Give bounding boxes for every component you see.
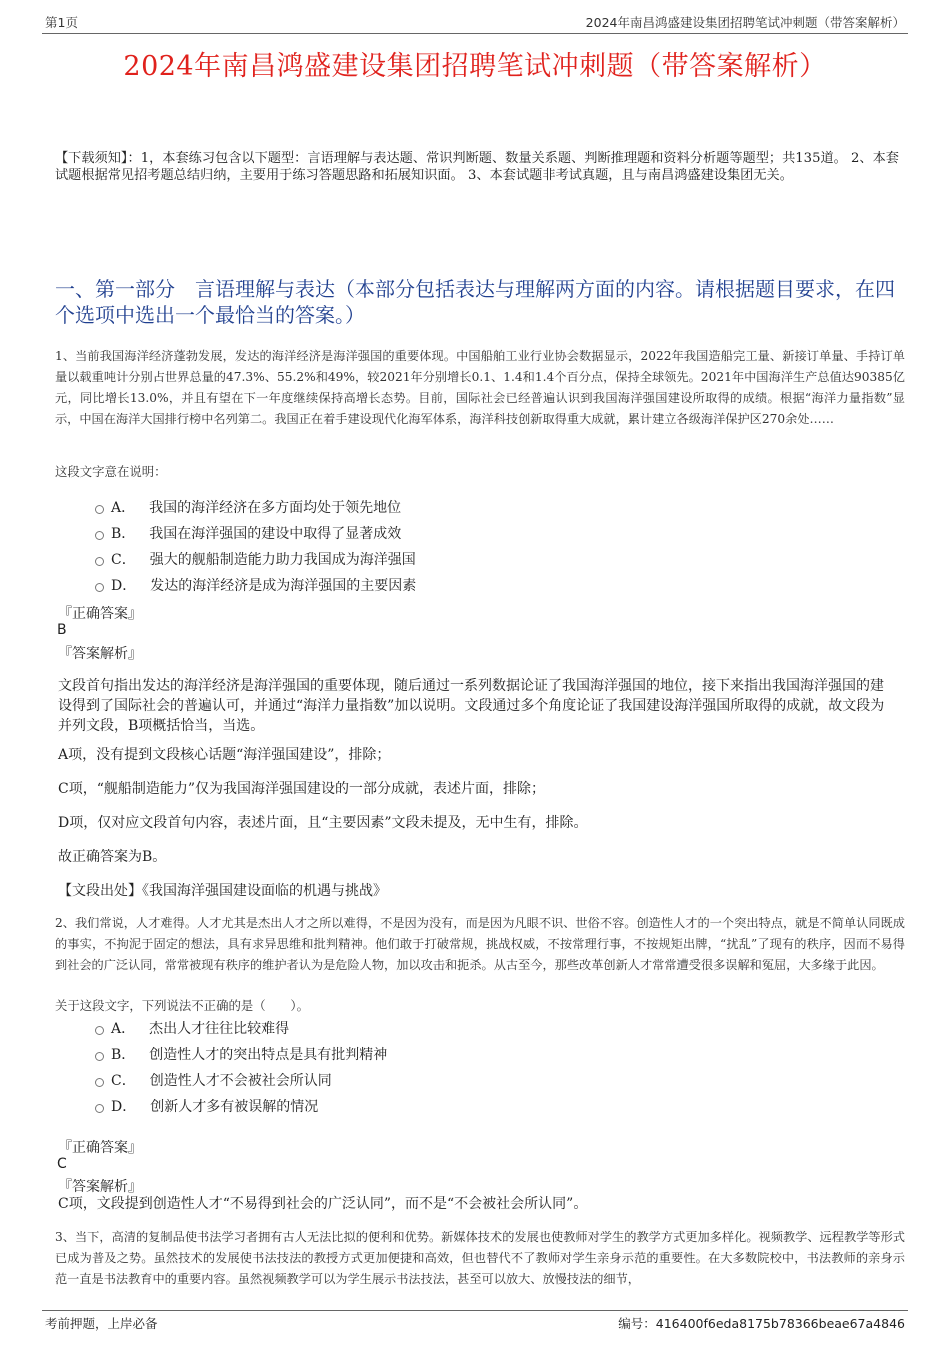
header-rule <box>42 33 908 34</box>
question-2-answer-label: 『正确答案』 <box>58 1140 142 1156</box>
radio-icon[interactable] <box>95 531 104 540</box>
question-1-answer-label: 『正确答案』 <box>58 606 142 622</box>
radio-icon[interactable] <box>95 1026 104 1035</box>
question-1-option-d[interactable]: D． 发达的海洋经济是成为海洋强国的主要因素 <box>95 575 416 595</box>
question-2-answer: C <box>57 1156 67 1172</box>
question-1-analysis-d: D项，仅对应文段首句内容，表述片面，且“主要因素”文段未提及，无中生有，排除。 <box>58 815 588 831</box>
question-1-analysis-conclusion: 故正确答案为B。 <box>58 849 167 865</box>
question-2-option-d[interactable]: D． 创新人才多有被误解的情况 <box>95 1096 318 1116</box>
question-1-stem: 1、当前我国海洋经济蓬勃发展，发达的海洋经济是海洋强国的重要体现。中国船舶工业行业协会数据显示，2022年我国造船完工量、新接订单量、手持订单量以载重吨计分别占世界总量的47.3%、55.2%和49%，较2021年分别增长0.1、1.4和1.4个百分点，保持全球领先。2021年中国海洋生产总值达90385亿元，同比增长13.0%，并且有望在下一年度继续保持高增长态势。目前，国际社会已经普遍认识到我国海洋强国建设所取得的成绩。根据“海洋力量指数”显示，中国在海洋大国排行榜中名列第二。我国正在着手建设现代化海军体系，海洋科技创新取得重大成就，累计建立各级海洋保护区270余处…… <box>55 349 905 426</box>
question-1-analysis-c: C项，“舰船制造能力”仅为我国海洋强国建设的一部分成就，表述片面，排除； <box>58 781 546 797</box>
question-2-analysis: C项，文段提到创造性人才“不易得到社会的广泛认同”，而不是“不会被社会所认同”。 <box>58 1196 588 1212</box>
question-1-answer: B <box>57 622 67 638</box>
question-3-stem: 3、当下，高清的复制品使书法学习者拥有古人无法比拟的便利和优势。新媒体技术的发展也使教师对学生的教学方式更加多样化。视频教学、远程教学等形式已成为普及之势。虽然技术的发展使书法技法的教授方式更加便捷和高效，但也替代不了教师对学生亲身示范的重要性。在大多数院校中，书法教师的亲身示范一直是书法教育中的重要内容。虽然视频教学可以为学生展示书法技法，甚至可以放大、放慢技法的细节， <box>55 1230 905 1286</box>
question-1-analysis-main: 文段首句指出发达的海洋经济是海洋强国的重要体现，随后通过一系列数据论证了我国海洋强国的地位，接下来指出我国海洋强国的建设得到了国际社会的普遍认可，并通过“海洋力量指数”加以说明。文段通过多个角度论证了我国建设海洋强国所取得的成就，故文段为并列文段，B项概括恰当，当选。 <box>58 678 885 734</box>
question-1-option-a[interactable]: A． 我国的海洋经济在多方面均处于领先地位 <box>95 497 401 517</box>
radio-icon[interactable] <box>95 557 104 566</box>
page-number: 第1页 <box>45 15 78 30</box>
question-2-option-b[interactable]: B． 创造性人才的突出特点是具有批判精神 <box>95 1044 387 1064</box>
question-1-source: 【文段出处】《我国海洋强国建设面临的机遇与挑战》 <box>58 883 387 899</box>
section-heading: 一、第一部分 言语理解与表达（本部分包括表达与理解两方面的内容。请根据题目要求，在四个选项中选出一个最恰当的答案。） <box>55 277 895 327</box>
question-2-prompt: 关于这段文字，下列说法不正确的是（ ）。 <box>55 998 310 1013</box>
download-notice: 【下载须知】：1，本套练习包含以下题型：言语理解与表达题、常识判断题、数量关系题、判断推理题和资料分析题等题型；共135道。 2、本套试题根据常见招考题总结归纳，主要用于练习答题思路和拓展知识面。 3、本套试题非考试真题，且与南昌鸿盛建设集团无关。 <box>55 151 899 183</box>
footer-doc-id: 编号：416400f6eda8175b78366beae67a4846 <box>618 1316 905 1331</box>
question-2-analysis-label: 『答案解析』 <box>58 1179 142 1195</box>
radio-icon[interactable] <box>95 1078 104 1087</box>
question-1-prompt: 这段文字意在说明： <box>55 464 167 479</box>
footer-slogan: 考前押题，上岸必备 <box>45 1316 158 1331</box>
page-title: 2024年南昌鸿盛建设集团招聘笔试冲刺题（带答案解析） <box>123 51 827 82</box>
question-1-option-c[interactable]: C． 强大的舰船制造能力助力我国成为海洋强国 <box>95 549 416 569</box>
question-2-option-c[interactable]: C． 创造性人才不会被社会所认同 <box>95 1070 332 1090</box>
header-doc-title: 2024年南昌鸿盛建设集团招聘笔试冲刺题（带答案解析） <box>585 15 905 30</box>
question-1-option-b[interactable]: B． 我国在海洋强国的建设中取得了显著成效 <box>95 523 401 543</box>
question-2-stem: 2、我们常说，人才难得。人才尤其是杰出人才之所以难得，不是因为没有，而是因为凡眼不识、世俗不容。创造性人才的一个突出特点，就是不简单认同既成的事实，不拘泥于固定的想法，具有求异思维和批判精神。他们敢于打破常规，挑战权威，不按常理行事，不按规矩出牌，“扰乱”了现有的秩序，因而不易得到社会的广泛认同，常常被现有秩序的维护者认为是危险人物，加以攻击和扼杀。从古至今，那些改革创新人才常常遭受很多误解和冤屈，大多缘于此因。 <box>55 916 905 972</box>
radio-icon[interactable] <box>95 1052 104 1061</box>
question-1-analysis-a: A项，没有提到文段核心话题“海洋强国建设”，排除； <box>58 747 391 763</box>
radio-icon[interactable] <box>95 1104 104 1113</box>
question-1-analysis-label: 『答案解析』 <box>58 646 142 662</box>
footer-rule <box>42 1310 908 1311</box>
question-2-option-a[interactable]: A． 杰出人才往往比较难得 <box>95 1018 289 1038</box>
radio-icon[interactable] <box>95 583 104 592</box>
radio-icon[interactable] <box>95 505 104 514</box>
